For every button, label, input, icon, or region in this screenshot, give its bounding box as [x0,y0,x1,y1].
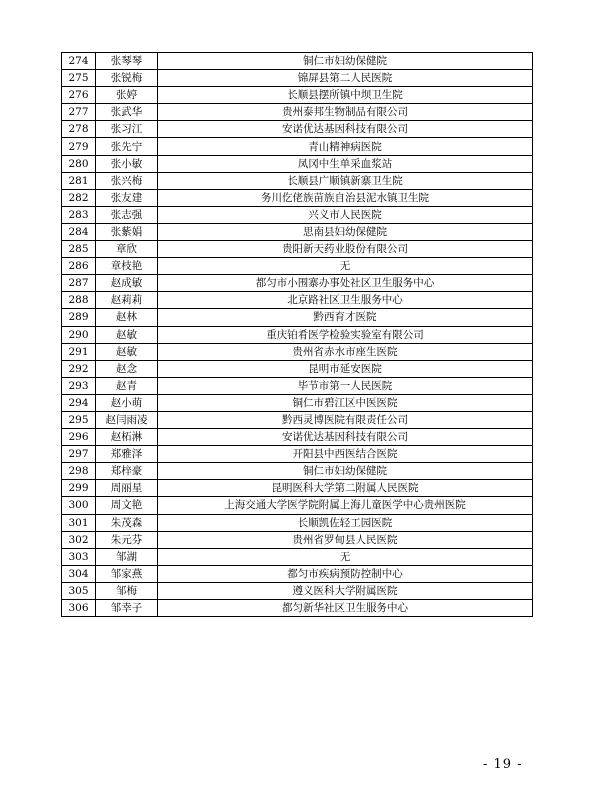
table-row [62,87,533,104]
row-number-cell: 298 [62,463,96,480]
organization-cell: 贵阳新天药业股份有限公司 [158,241,533,258]
person-name-cell: 张婷 [96,87,158,104]
organization-cell: 兴义市人民医院 [158,206,533,223]
table-row [62,480,533,497]
row-number-cell: 289 [62,309,96,326]
table-row [62,223,533,240]
table-row [62,121,533,138]
row-number-cell: 274 [62,53,96,70]
organization-cell: 无 [158,258,533,275]
row-number-cell: 301 [62,514,96,531]
table-row [62,309,533,326]
person-name-cell: 邹幸子 [96,600,158,617]
organization-cell: 长顺凯佐轻工园医院 [158,514,533,531]
organization-cell: 安诺优达基因科技有限公司 [158,429,533,446]
table-row [62,411,533,428]
roster-table [61,52,533,617]
row-number-cell: 280 [62,155,96,172]
organization-cell: 重庆铂肴医学检验实验室有限公司 [158,326,533,343]
row-number-cell: 306 [62,600,96,617]
row-number-cell: 290 [62,326,96,343]
person-name-cell: 赵念 [96,360,158,377]
person-name-cell: 郑梓豪 [96,463,158,480]
row-number-cell: 295 [62,411,96,428]
table-row [62,326,533,343]
row-number-cell: 299 [62,480,96,497]
organization-cell: 锦屏县第二人民医院 [158,70,533,87]
table-row [62,70,533,87]
person-name-cell: 赵闫雨凌 [96,411,158,428]
table-row [62,531,533,548]
table-row [62,565,533,582]
page-number: - 19 - [483,757,523,772]
row-number-cell: 287 [62,275,96,292]
person-name-cell: 周文艳 [96,497,158,514]
person-name-cell: 赵敏 [96,326,158,343]
organization-cell: 长顺县摆所镇中坝卫生院 [158,87,533,104]
person-name-cell: 赵敏 [96,343,158,360]
table-row [62,600,533,617]
row-number-cell: 276 [62,87,96,104]
organization-cell: 开阳县中西医结合医院 [158,446,533,463]
person-name-cell: 张友建 [96,189,158,206]
organization-cell: 昆明医科大学第二附属人民医院 [158,480,533,497]
person-name-cell: 赵成敏 [96,275,158,292]
organization-cell: 铜仁市碧江区中医医院 [158,394,533,411]
table-row [62,548,533,565]
row-number-cell: 282 [62,189,96,206]
table-row [62,463,533,480]
table-row [62,275,533,292]
organization-cell: 铜仁市妇幼保健院 [158,53,533,70]
organization-cell: 遵义医科大学附属医院 [158,582,533,599]
row-number-cell: 279 [62,138,96,155]
organization-cell: 思南县妇幼保健院 [158,223,533,240]
person-name-cell: 邹梅 [96,582,158,599]
person-name-cell: 朱茂森 [96,514,158,531]
table-row [62,292,533,309]
person-name-cell: 邹家燕 [96,565,158,582]
row-number-cell: 303 [62,548,96,565]
person-name-cell: 张兴梅 [96,172,158,189]
organization-cell: 昆明市延安医院 [158,360,533,377]
table-row [62,429,533,446]
person-name-cell: 张紫娟 [96,223,158,240]
table-row [62,446,533,463]
organization-cell: 铜仁市妇幼保健院 [158,463,533,480]
organization-cell: 安诺优达基因科技有限公司 [158,121,533,138]
person-name-cell: 赵小萌 [96,394,158,411]
organization-cell: 无 [158,548,533,565]
table-row [62,514,533,531]
person-name-cell: 周丽星 [96,480,158,497]
row-number-cell: 305 [62,582,96,599]
table-row [62,206,533,223]
organization-cell: 都匀新华社区卫生服务中心 [158,600,533,617]
table-row [62,582,533,599]
table-row [62,53,533,70]
row-number-cell: 281 [62,172,96,189]
row-number-cell: 296 [62,429,96,446]
row-number-cell: 278 [62,121,96,138]
table-row [62,343,533,360]
person-name-cell: 赵莉莉 [96,292,158,309]
table-row [62,189,533,206]
person-name-cell: 张志强 [96,206,158,223]
organization-cell: 长顺县广顺镇新寨卫生院 [158,172,533,189]
roster-table-body [62,53,533,617]
row-number-cell: 293 [62,377,96,394]
table-row [62,241,533,258]
table-row [62,394,533,411]
row-number-cell: 291 [62,343,96,360]
row-number-cell: 294 [62,394,96,411]
organization-cell: 黔西育才医院 [158,309,533,326]
organization-cell: 凤冈中生单采血浆站 [158,155,533,172]
person-name-cell: 张习江 [96,121,158,138]
table-row [62,172,533,189]
person-name-cell: 章欣 [96,241,158,258]
organization-cell: 贵州省赤水市座生医院 [158,343,533,360]
organization-cell: 贵州泰邦生物制品有限公司 [158,104,533,121]
person-name-cell: 张先宁 [96,138,158,155]
organization-cell: 贵州省罗甸县人民医院 [158,531,533,548]
row-number-cell: 277 [62,104,96,121]
table-row [62,377,533,394]
table-row [62,104,533,121]
organization-cell: 务川仡佬族苗族自治县泥水镇卫生院 [158,189,533,206]
row-number-cell: 304 [62,565,96,582]
row-number-cell: 297 [62,446,96,463]
row-number-cell: 286 [62,258,96,275]
row-number-cell: 285 [62,241,96,258]
organization-cell: 上海交通大学医学院附属上海儿童医学中心贵州医院 [158,497,533,514]
person-name-cell: 朱元芬 [96,531,158,548]
organization-cell: 北京路社区卫生服务中心 [158,292,533,309]
organization-cell: 黔西灵博医院有限责任公司 [158,411,533,428]
person-name-cell: 张武华 [96,104,158,121]
table-row [62,138,533,155]
organization-cell: 毕节市第一人民医院 [158,377,533,394]
organization-cell: 都匀市小围寨办事处社区卫生服务中心 [158,275,533,292]
row-number-cell: 288 [62,292,96,309]
person-name-cell: 赵青 [96,377,158,394]
row-number-cell: 283 [62,206,96,223]
table-row [62,155,533,172]
row-number-cell: 292 [62,360,96,377]
table-row [62,258,533,275]
row-number-cell: 275 [62,70,96,87]
person-name-cell: 邹湖 [96,548,158,565]
organization-cell: 青山精神病医院 [158,138,533,155]
row-number-cell: 302 [62,531,96,548]
person-name-cell: 张小敏 [96,155,158,172]
person-name-cell: 张琴琴 [96,53,158,70]
person-name-cell: 郑雅泽 [96,446,158,463]
person-name-cell: 赵林 [96,309,158,326]
table-row [62,497,533,514]
row-number-cell: 300 [62,497,96,514]
row-number-cell: 284 [62,223,96,240]
person-name-cell: 赵柘淋 [96,429,158,446]
table-row [62,360,533,377]
organization-cell: 都匀市疾病预防控制中心 [158,565,533,582]
person-name-cell: 张锐梅 [96,70,158,87]
person-name-cell: 章枝艳 [96,258,158,275]
